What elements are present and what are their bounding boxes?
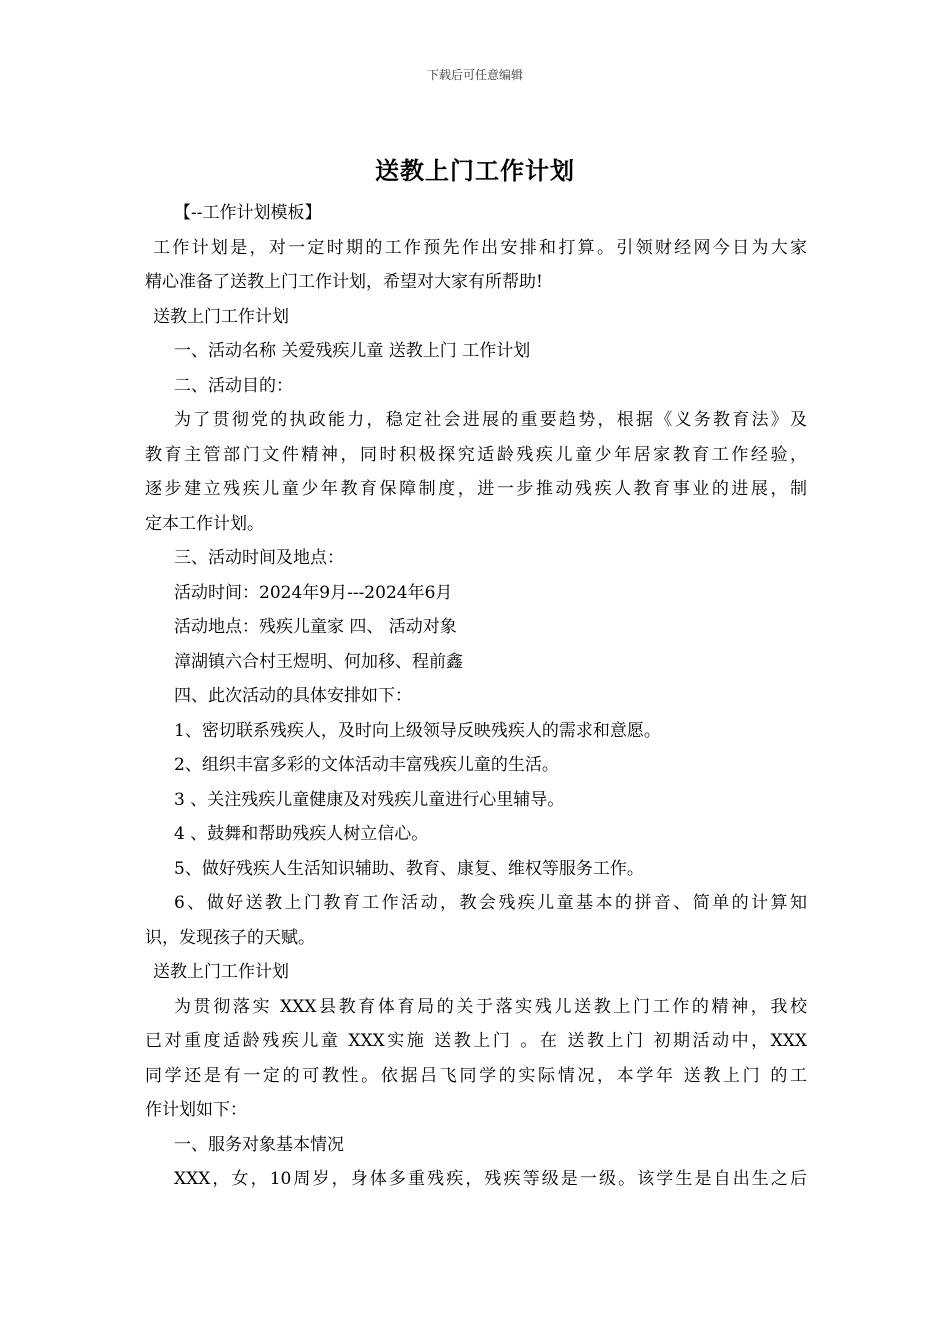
paragraph-line: 活动地点：残疾儿童家 四、 活动对象 — [174, 617, 457, 637]
paragraph-line: 四、此次活动的具体安排如下： — [174, 686, 412, 706]
paragraph-line: 1、密切联系残疾人，及时向上级领导反映残疾人的需求和意愿。 — [174, 720, 661, 741]
paragraph-line: 4 、鼓舞和帮助残疾人树立信心。 — [174, 824, 429, 844]
paragraph-line: 为了贯彻党的执政能力，稳定社会进展的重要趋势，根据《义务教育法》及 — [174, 410, 807, 430]
paragraph-line: 3 、关注残疾儿童健康及对残疾儿童进行心里辅导。 — [174, 789, 565, 810]
paragraph-line: 一、活动名称 关爱残疾儿童 送教上门 工作计划 — [174, 341, 531, 361]
paragraph-line: 三、活动时间及地点： — [174, 548, 344, 568]
paragraph-line: 一、服务对象基本情况 — [174, 1134, 344, 1155]
template-tag: 【--工作计划模板】 — [174, 203, 322, 223]
paragraph-line: 二、活动目的： — [174, 375, 293, 396]
paragraph-line: 逐步建立残疾儿童少年教育保障制度，进一步推动残疾人教育事业的进展，制 — [145, 479, 807, 499]
paragraph-line: 工作计划是，对一定时期的工作预先作出安排和打算。引领财经网今日为大家 — [153, 237, 807, 258]
paragraph-line: 2、组织丰富多彩的文体活动丰富残疾儿童的生活。 — [174, 755, 559, 775]
paragraph-line: 教育主管部门文件精神，同时积极探究适龄残疾儿童少年居家教育工作经验， — [145, 444, 807, 465]
header-note: 下载后可任意编辑 — [426, 68, 523, 82]
paragraph-line: 识，发现孩子的天赋。 — [145, 927, 315, 948]
paragraph-line: 精心准备了送教上门工作计划，希望对大家有所帮助! — [145, 272, 543, 292]
document-title: 送教上门工作计划 — [375, 156, 575, 185]
paragraph-line: 5、做好残疾人生活知识辅助、教育、康复、维权等服务工作。 — [174, 858, 644, 879]
paragraph-line: 定本工作计划。 — [145, 513, 264, 534]
paragraph-line: XXX，女，10周岁，身体多重残疾，残疾等级是一级。该学生是自出生之后 — [174, 1169, 807, 1189]
paragraph-line: 活动时间：2024年9月---2024年6月 — [174, 582, 453, 603]
paragraph-line: 作计划如下： — [145, 1100, 247, 1120]
paragraph-line: 为贯彻落实 XXX县教育体育局的关于落实残儿送教上门工作的精神，我校 — [174, 996, 807, 1017]
section-heading: 送教上门工作计划 — [153, 962, 289, 982]
document-body — [145, 196, 807, 1197]
paragraph-line: 6、做好送教上门教育工作活动，教会残疾儿童基本的拼音、简单的计算知 — [174, 893, 807, 913]
section-heading: 送教上门工作计划 — [153, 306, 289, 327]
paragraph-line: 同学还是有一定的可教性。依据吕飞同学的实际情况，本学年 送教上门 的工 — [145, 1065, 807, 1086]
paragraph-line: 已对重度适龄残疾儿童 XXX实施 送教上门 。在 送教上门 初期活动中，XXX — [145, 1031, 807, 1051]
paragraph-line: 漳湖镇六合村王煜明、何加移、程前鑫 — [174, 651, 463, 672]
